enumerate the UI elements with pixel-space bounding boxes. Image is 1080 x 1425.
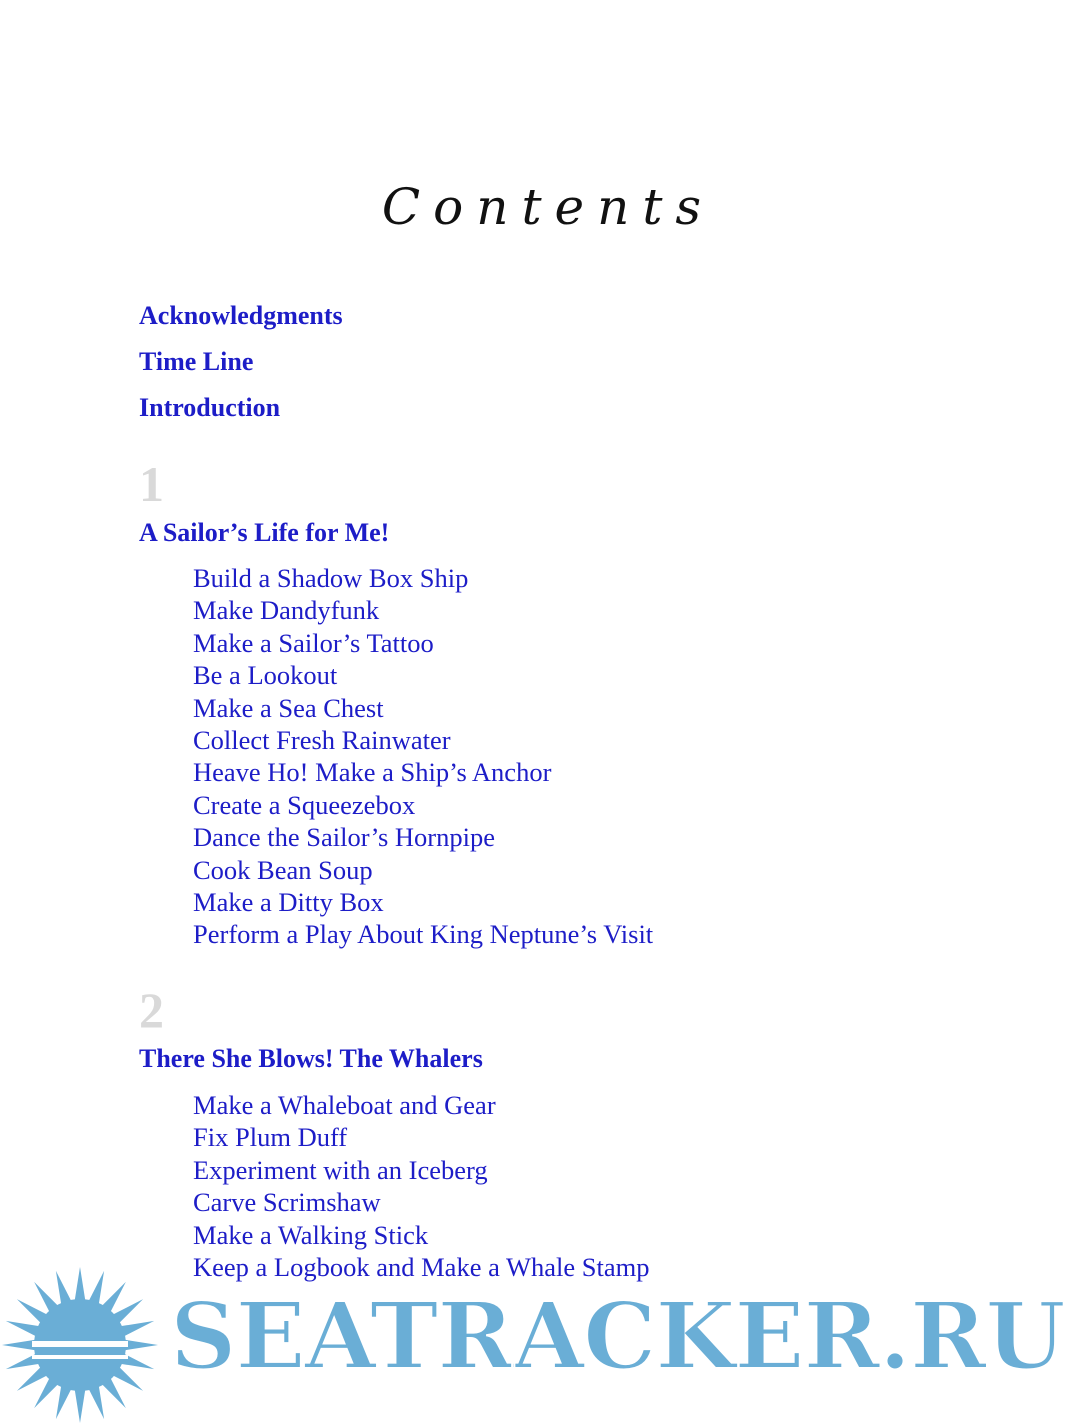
activity-link[interactable]: Create a Squeezebox (193, 789, 416, 820)
list-item[interactable] (193, 1186, 650, 1218)
list-item[interactable] (193, 627, 653, 659)
activity-link[interactable]: Collect Fresh Rainwater (193, 724, 451, 755)
chapter-title-link[interactable]: A Sailor’s Life for Me! (139, 518, 390, 547)
list-item[interactable] (193, 789, 653, 821)
list-item[interactable] (193, 594, 653, 626)
sun-logo-icon (0, 1265, 170, 1425)
activity-link[interactable]: Carve Scrimshaw (193, 1187, 381, 1218)
list-item[interactable] (193, 724, 653, 756)
list-item[interactable] (193, 562, 653, 594)
activity-link[interactable]: Keep a Logbook and Make a Whale Stamp (193, 1251, 650, 1282)
activity-link[interactable]: Dance the Sailor’s Hornpipe (193, 822, 495, 853)
chapter-number: 2 (139, 982, 164, 1038)
activity-link[interactable]: Fix Plum Duff (193, 1122, 348, 1153)
list-item[interactable] (193, 821, 653, 853)
list-item[interactable] (193, 659, 653, 691)
list-item[interactable] (193, 1154, 650, 1186)
activity-link[interactable]: Experiment with an Iceberg (193, 1154, 488, 1185)
toc-link-acknowledgments[interactable]: Acknowledgments (139, 301, 343, 330)
chapter-number: 1 (139, 456, 164, 512)
activity-link[interactable]: Build a Shadow Box Ship (193, 563, 469, 593)
activity-link[interactable]: Make a Whaleboat and Gear (193, 1090, 496, 1120)
activity-link[interactable]: Cook Bean Soup (193, 854, 373, 885)
activity-link[interactable]: Be a Lookout (193, 660, 338, 691)
activity-link[interactable]: Make a Ditty Box (193, 886, 384, 917)
list-item[interactable] (193, 756, 653, 788)
activity-list (193, 562, 653, 951)
activity-link[interactable]: Perform a Play About King Neptune’s Visit (193, 919, 654, 950)
activity-link[interactable]: Make Dandyfunk (193, 595, 380, 626)
watermark-text: SEATRACKER.RU (170, 1282, 1065, 1390)
activity-link[interactable]: Make a Walking Stick (193, 1219, 429, 1250)
list-item[interactable] (193, 918, 653, 950)
chapter-title-link[interactable]: There She Blows! The Whalers (139, 1044, 483, 1073)
activity-link[interactable]: Heave Ho! Make a Ship’s Anchor (193, 757, 552, 788)
activity-link[interactable]: Make a Sea Chest (193, 692, 384, 723)
activity-link[interactable]: Make a Sailor’s Tattoo (193, 627, 434, 658)
list-item[interactable] (193, 1219, 650, 1251)
list-item[interactable] (193, 1089, 650, 1121)
toc-link-introduction[interactable]: Introduction (139, 393, 281, 422)
list-item[interactable] (193, 1121, 650, 1153)
activity-list (193, 1089, 650, 1283)
list-item[interactable] (193, 692, 653, 724)
toc-link-time-line[interactable]: Time Line (139, 347, 254, 376)
page-title: Contents (381, 178, 715, 236)
list-item[interactable] (193, 854, 653, 886)
list-item[interactable] (193, 886, 653, 918)
